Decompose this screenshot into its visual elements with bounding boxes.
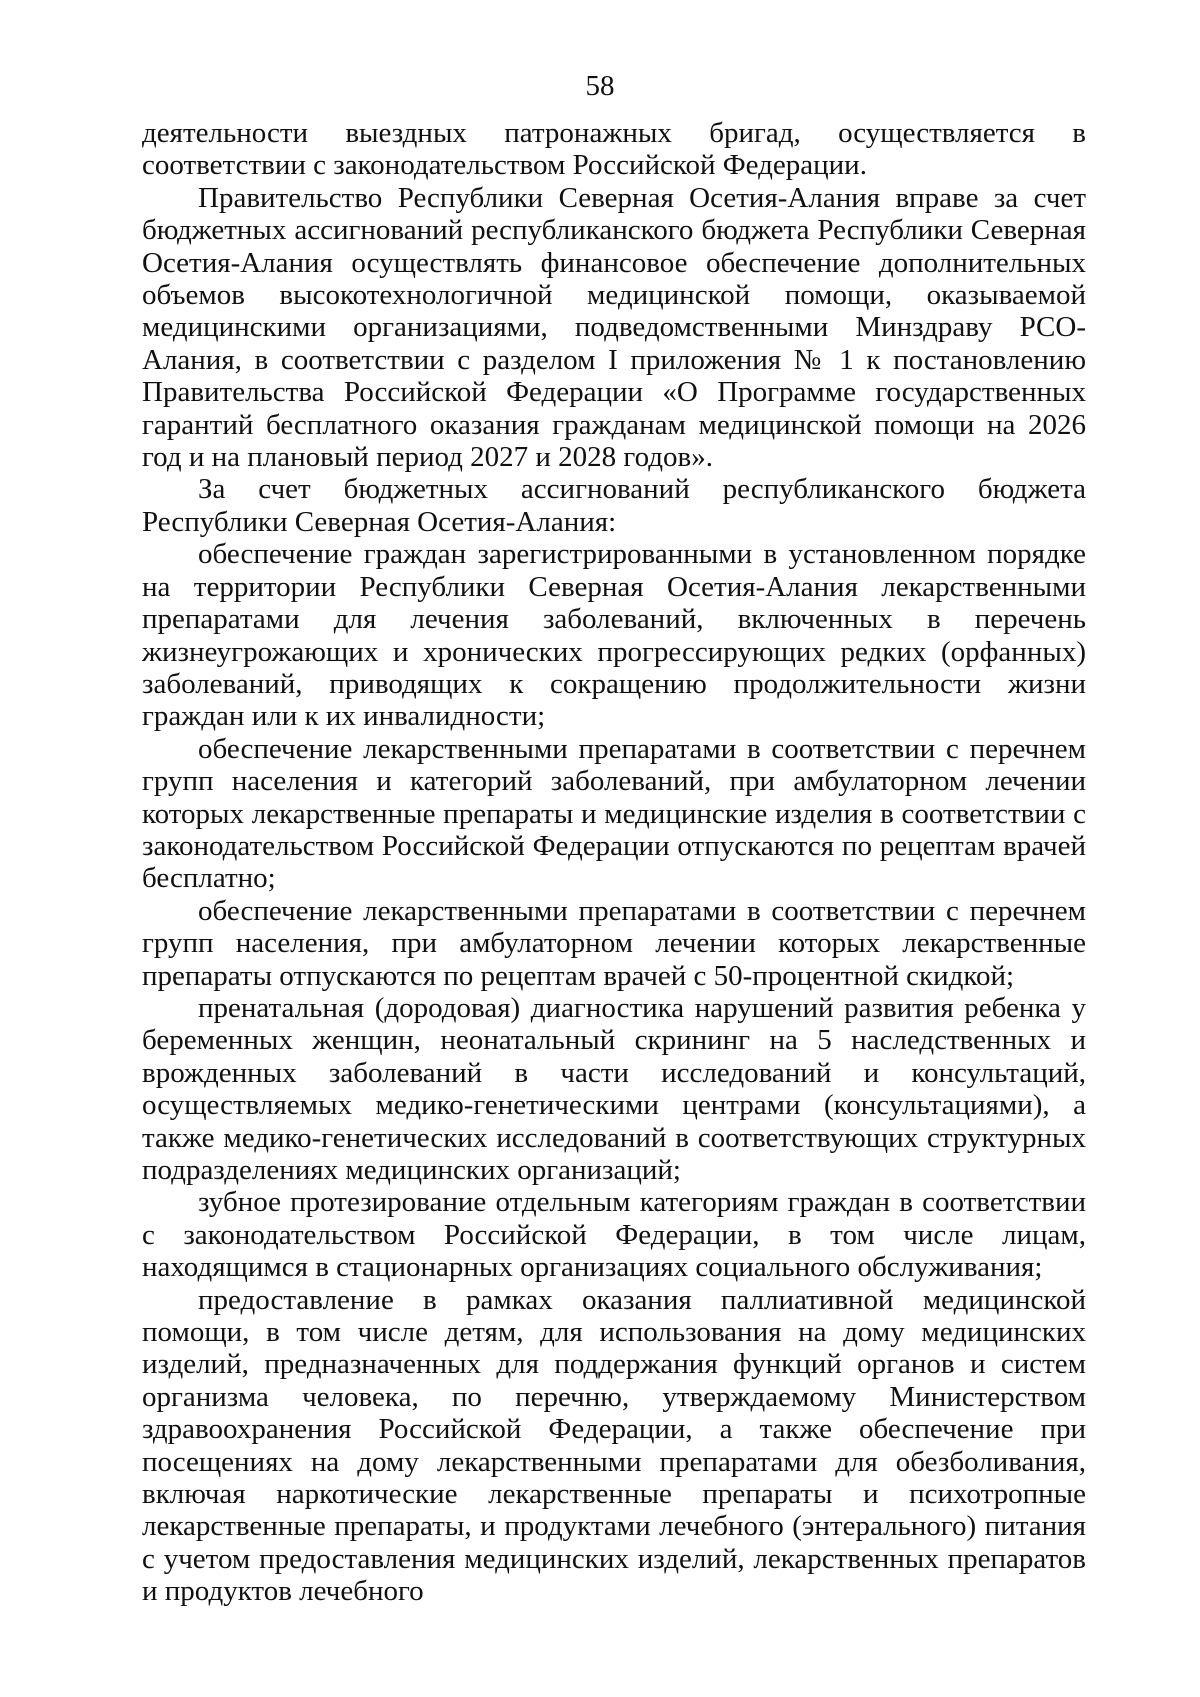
paragraph-dental-prosthetics: зубное протезирование отдельным категориям граждан в соответствии с законодательством Российской Федерации, в том числе лицам, находящимся в стационарных организациях социального обслуживания; [142,1186,1086,1284]
page-number: 58 [585,70,615,102]
paragraph-discount-medicines: обеспечение лекарственными препаратами в соответствии с перечнем групп населения, при амбулаторном лечении которых лекарственные препараты отпускаются по рецептам врачей с 50-процентной скидкой; [142,894,1086,992]
paragraph-orphan-diseases: обеспечение граждан зарегистрированными в установленном порядке на территории Республики Северная Осетия-Алания лекарственными препаратами для лечения заболеваний, включенных в перечень жизнеугрожающих и хронических прогрессирующих редких (орфанных) заболеваний, приводящих к сокращению продолжительности жизни граждан или к их инвалидности; [142,538,1086,733]
paragraph-budget-intro: За счет бюджетных ассигнований республиканского бюджета Республики Северная Осетия-Алания: [142,473,1086,538]
paragraph-continuation: деятельности выездных патронажных бригад, осуществляется в соответствии с законодательством Российской Федерации. [142,117,1086,182]
paragraph-government-funding: Правительство Республики Северная Осетия-Алания вправе за счет бюджетных ассигнований республиканского бюджета Республики Северная Осетия-Алания осуществлять финансовое обеспечение дополнительных объемов высокотехнологичной медицинской помощи, оказываемой медицинскими организациями, подведомственными Минздраву РСО-Алания, в соответствии с разделом I приложения № 1 к постановлению Правительства Российской Федерации «О Программе государственных гарантий бесплатного оказания гражданам медицинской помощи на 2026 год и на плановый период 2027 и 2028 годов». [142,181,1086,474]
paragraph-prenatal-diagnostics: пренатальная (дородовая) диагностика нарушений развития ребенка у беременных женщин, неонатальный скрининг на 5 наследственных и врожденных заболеваний в части исследований и консультаций, осуществляемых медико-генетическими центрами (консультациями), а также медико-генетических исследований в соответствующих структурных подразделениях медицинских организаций; [142,991,1086,1186]
paragraph-free-medicines: обеспечение лекарственными препаратами в соответствии с перечнем групп населения и категорий заболеваний, при амбулаторном лечении которых лекарственные препараты и медицинские изделия в соответствии с законодательством Российской Федерации отпускаются по рецептам врачей бесплатно; [142,732,1086,895]
paragraph-palliative-care: предоставление в рамках оказания паллиативной медицинской помощи, в том числе детям, для использования на дому медицинских изделий, предназначенных для поддержания функций органов и систем организма человека, по перечню, утверждаемому Министерством здравоохранения Российской Федерации, а также обеспечение при посещениях на дому лекарственными препаратами для обезболивания, включая наркотические лекарственные препараты и психотропные лекарственные препараты, и продуктами лечебного (энтерального) питания с учетом предоставления медицинских изделий, лекарственных препаратов и продуктов лечебного [142,1283,1086,1608]
document-body [142,117,1086,1608]
